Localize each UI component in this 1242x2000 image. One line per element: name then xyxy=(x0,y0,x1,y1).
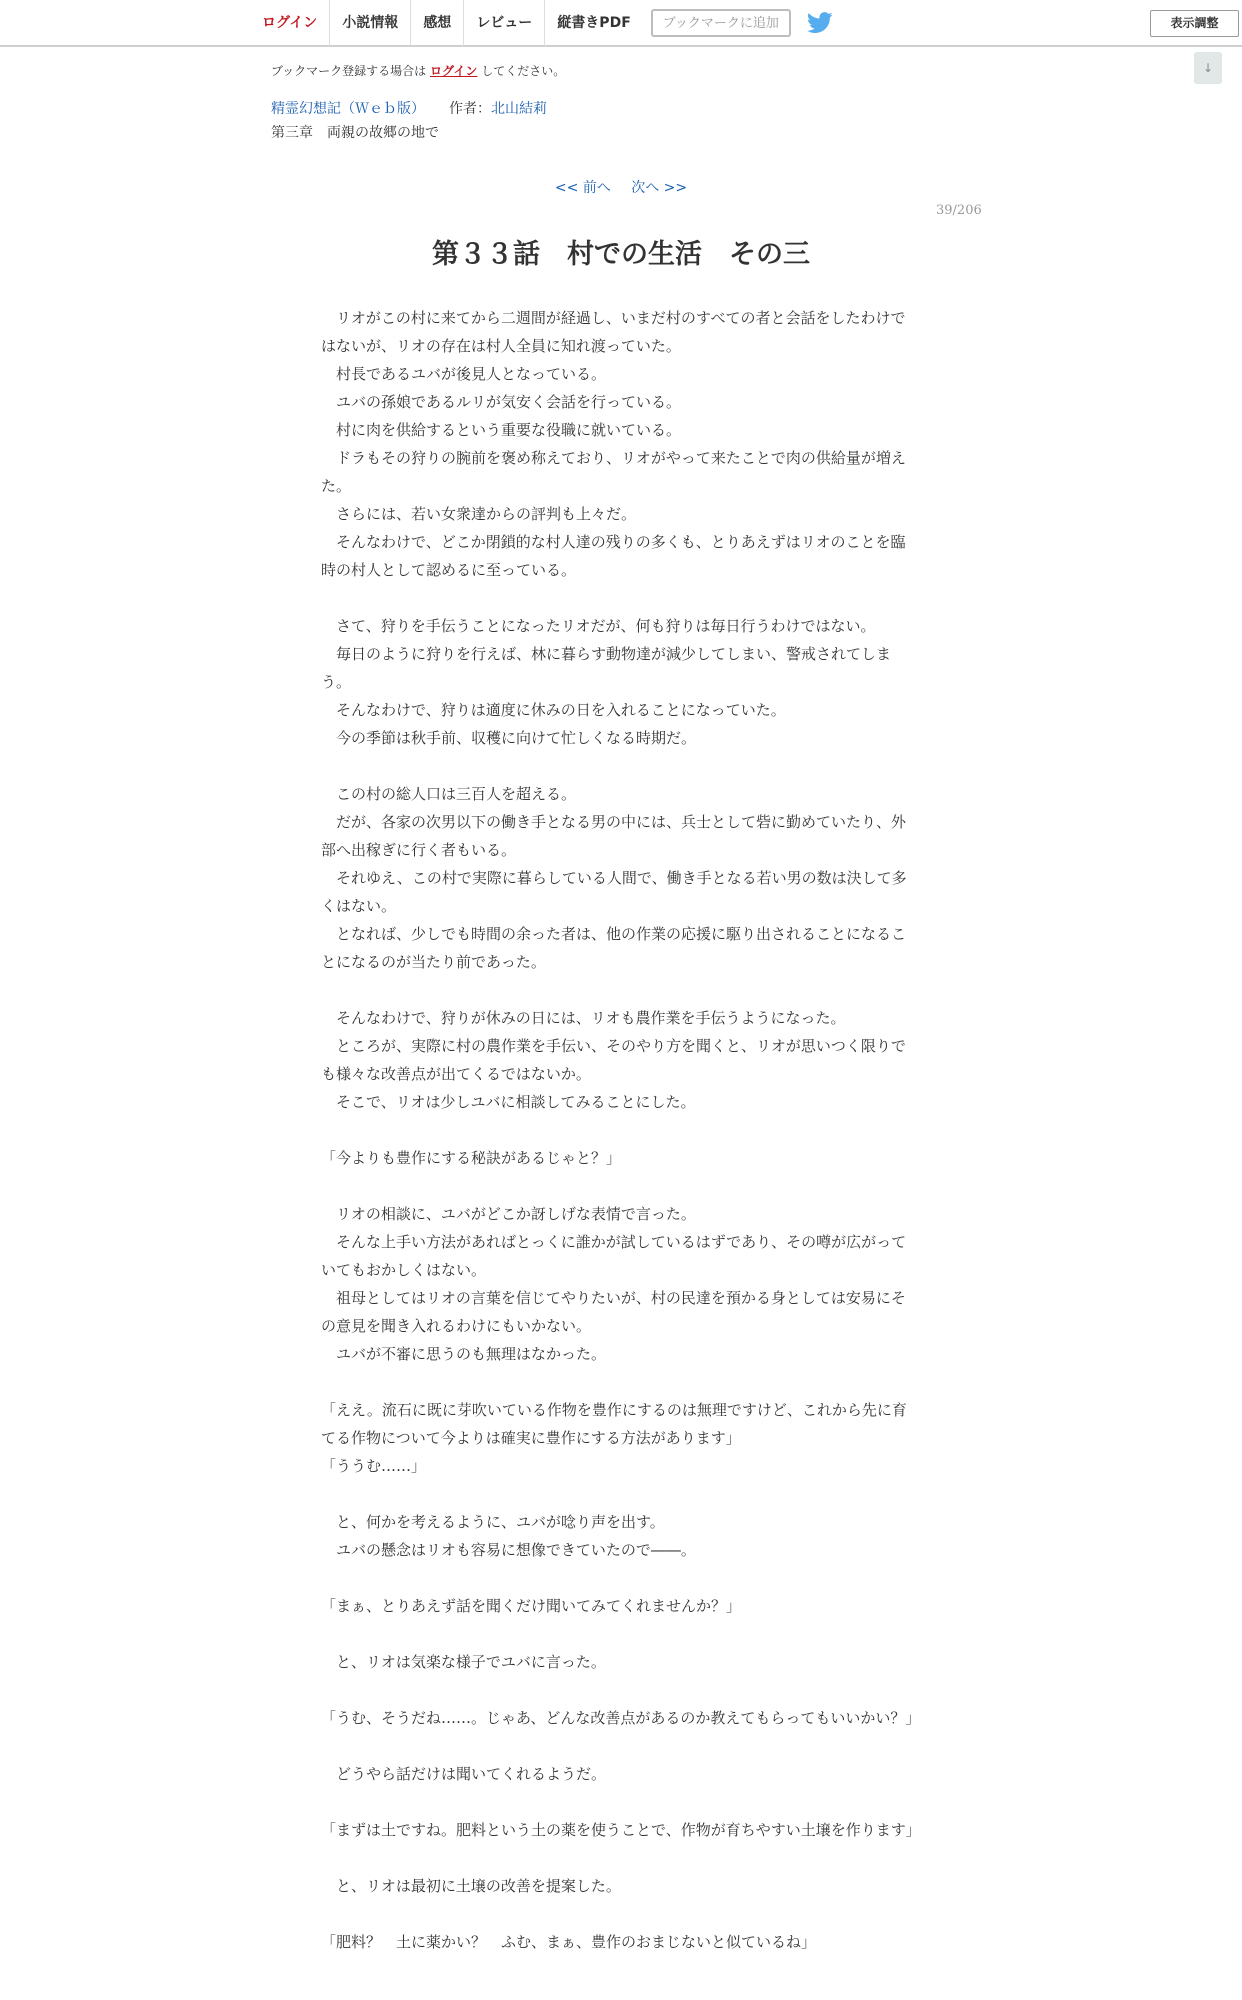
author-label: 作者： xyxy=(449,101,491,117)
novel-title-link[interactable]: 精霊幻想記（Ｗｅｂ版） xyxy=(271,101,425,117)
novel-paragraph: ユバの孫娘であるルリが気安く会話を行っている。 xyxy=(321,393,682,411)
novel-paragraph: 「うむ、そうだね……。じゃあ、どんな改善点があるのか教えてもらってもいいかい？」 xyxy=(321,1709,921,1727)
display-settings-button[interactable]: 表示調整 xyxy=(1150,10,1239,37)
prev-episode-link[interactable]: << 前へ xyxy=(554,180,611,196)
novel-paragraph: さて、狩りを手伝うことになったリオだが、何も狩りは毎日行うわけではない。 xyxy=(321,617,876,635)
novel-paragraph: ドラもその狩りの腕前を褒め称えており、リオがやって来たことで肉の供給量が増えた。 xyxy=(321,449,906,495)
bookmark-note-suffix: してください。 xyxy=(481,64,566,78)
novel-paragraph: 「まぁ、とりあえず話を聞くだけ聞いてみてくれませんか？」 xyxy=(321,1597,742,1615)
next-episode-link[interactable]: 次へ >> xyxy=(631,180,688,196)
novel-paragraph xyxy=(321,976,915,1004)
novel-paragraph xyxy=(321,1620,915,1648)
novel-paragraph: リオの相談に、ユバがどこか訝しげな表情で言った。 xyxy=(321,1205,696,1223)
review-link[interactable]: レビュー xyxy=(464,0,545,46)
global-nav xyxy=(252,0,833,46)
novel-paragraph: 「まずは土ですね。肥料という土の薬を使うことで、作物が育ちやすい土壌を作ります」 xyxy=(321,1821,921,1839)
novel-paragraph: さらには、若い女衆達からの評判も上々だ。 xyxy=(321,505,637,523)
novel-paragraph xyxy=(321,1900,915,1928)
novel-paragraph xyxy=(321,1172,915,1200)
episode-title: 第３３話 村での生活 その三 xyxy=(432,239,810,270)
bookmark-login-note xyxy=(271,62,565,79)
novel-paragraph: ユバの懸念はリオも容易に想像できていたので――。 xyxy=(321,1541,696,1559)
novel-paragraph: そんな上手い方法があればとっくに誰かが試しているはずであり、その噂が広がっていてもおかしくはない。 xyxy=(321,1233,907,1279)
twitter-icon[interactable] xyxy=(807,12,833,34)
vertical-pdf-link[interactable]: 縦書きPDF xyxy=(557,15,631,31)
top-navigation-bar xyxy=(0,0,1242,47)
episode-count: 39/206 xyxy=(936,203,982,218)
bookmark-login-link[interactable]: ログイン xyxy=(430,64,478,78)
episode-pager xyxy=(0,177,1242,197)
novel-paragraph: それゆえ、この村で実際に暮らしている人間で、働き手となる若い男の数は決して多くはない。 xyxy=(321,869,907,915)
novel-paragraph: ところが、実際に村の農作業を手伝い、そのやり方を聞くと、リオが思いつく限りでも様々な改善点が出てくるではないか。 xyxy=(321,1037,906,1083)
novel-paragraph: どうやら話だけは聞いてくれるようだ。 xyxy=(321,1765,607,1783)
novel-paragraph xyxy=(321,1564,915,1592)
novel-paragraph xyxy=(321,1116,915,1144)
novel-paragraph: だが、各家の次男以下の働き手となる男の中には、兵士として砦に勤めていたり、外部へ出稼ぎに行く者もいる。 xyxy=(321,813,907,859)
novel-body-text xyxy=(321,304,921,1956)
novel-paragraph: そんなわけで、どこか閉鎖的な村人達の残りの多くも、とりあえずはリオのことを臨時の村人として認めるに至っている。 xyxy=(321,533,906,579)
novel-paragraph: 「今よりも豊作にする秘訣があるじゃと？」 xyxy=(321,1149,622,1167)
novel-paragraph: 今の季節は秋手前、収穫に向けて忙しくなる時期だ。 xyxy=(321,729,697,747)
novel-paragraph: となれば、少しでも時間の余った者は、他の作業の応援に駆り出されることになることになるのが当たり前であった。 xyxy=(321,925,907,971)
add-bookmark-button[interactable]: ブックマークに追加 xyxy=(651,9,791,37)
novel-paragraph: と、リオは最初に土壌の改善を提案した。 xyxy=(321,1877,621,1895)
chapter-title: 第三章 両親の故郷の地で xyxy=(271,125,439,141)
impressions-link[interactable]: 感想 xyxy=(411,0,464,46)
novel-paragraph xyxy=(321,584,915,612)
novel-paragraph: リオがこの村に来てから二週間が経過し、いまだ村のすべての者と会話をしたわけではないが、リオの存在は村人全員に知れ渡っていた。 xyxy=(321,309,906,355)
novel-paragraph: 毎日のように狩りを行えば、林に暮らす動物達が減少してしまい、警戒されてしまう。 xyxy=(321,645,892,691)
bookmark-note-prefix: ブックマーク登録する場合は xyxy=(271,64,427,78)
novel-paragraph: 「ええ。流石に既に芽吹いている作物を豊作にするのは無理ですけど、これから先に育てる作物について今よりは確実に豊作にする方法があります」 xyxy=(321,1401,907,1447)
novel-paragraph: ユバが不審に思うのも無理はなかった。 xyxy=(321,1345,607,1363)
novel-paragraph xyxy=(321,1676,915,1704)
novel-paragraph xyxy=(321,1732,915,1760)
author-info xyxy=(449,98,547,118)
novel-paragraph: そこで、リオは少しユバに相談してみることにした。 xyxy=(321,1093,696,1111)
novel-paragraph: 「ううむ……」 xyxy=(321,1457,427,1475)
novel-paragraph: この村の総人口は三百人を超える。 xyxy=(321,785,577,803)
novel-paragraph: 村長であるユバが後見人となっている。 xyxy=(321,365,607,383)
login-link[interactable]: ログイン xyxy=(252,0,330,46)
scroll-down-button[interactable]: ↓ xyxy=(1194,52,1222,84)
novel-paragraph xyxy=(321,1480,915,1508)
novel-paragraph: と、リオは気楽な様子でユバに言った。 xyxy=(321,1653,606,1671)
novel-paragraph xyxy=(321,752,915,780)
novel-paragraph: そんなわけで、狩りが休みの日には、リオも農作業を手伝うようになった。 xyxy=(321,1009,846,1027)
novel-paragraph: と、何かを考えるように、ユバが唸り声を出す。 xyxy=(321,1513,665,1531)
novel-paragraph: そんなわけで、狩りは適度に休みの日を入れることになっていた。 xyxy=(321,701,786,719)
novel-paragraph: 村に肉を供給するという重要な役職に就いている。 xyxy=(321,421,682,439)
author-link[interactable]: 北山結莉 xyxy=(491,101,547,117)
novel-paragraph xyxy=(321,1368,915,1396)
novel-paragraph xyxy=(321,1788,915,1816)
novel-paragraph: 祖母としてはリオの言葉を信じてやりたいが、村の民達を預かる身としては安易にその意見を聞き入れるわけにもいかない。 xyxy=(321,1289,906,1335)
novel-info-link[interactable]: 小説情報 xyxy=(330,0,411,46)
novel-paragraph xyxy=(321,1844,915,1872)
novel-paragraph: 「肥料？ 土に薬かい？ ふむ、まぁ、豊作のおまじないと似ているね」 xyxy=(321,1933,817,1951)
